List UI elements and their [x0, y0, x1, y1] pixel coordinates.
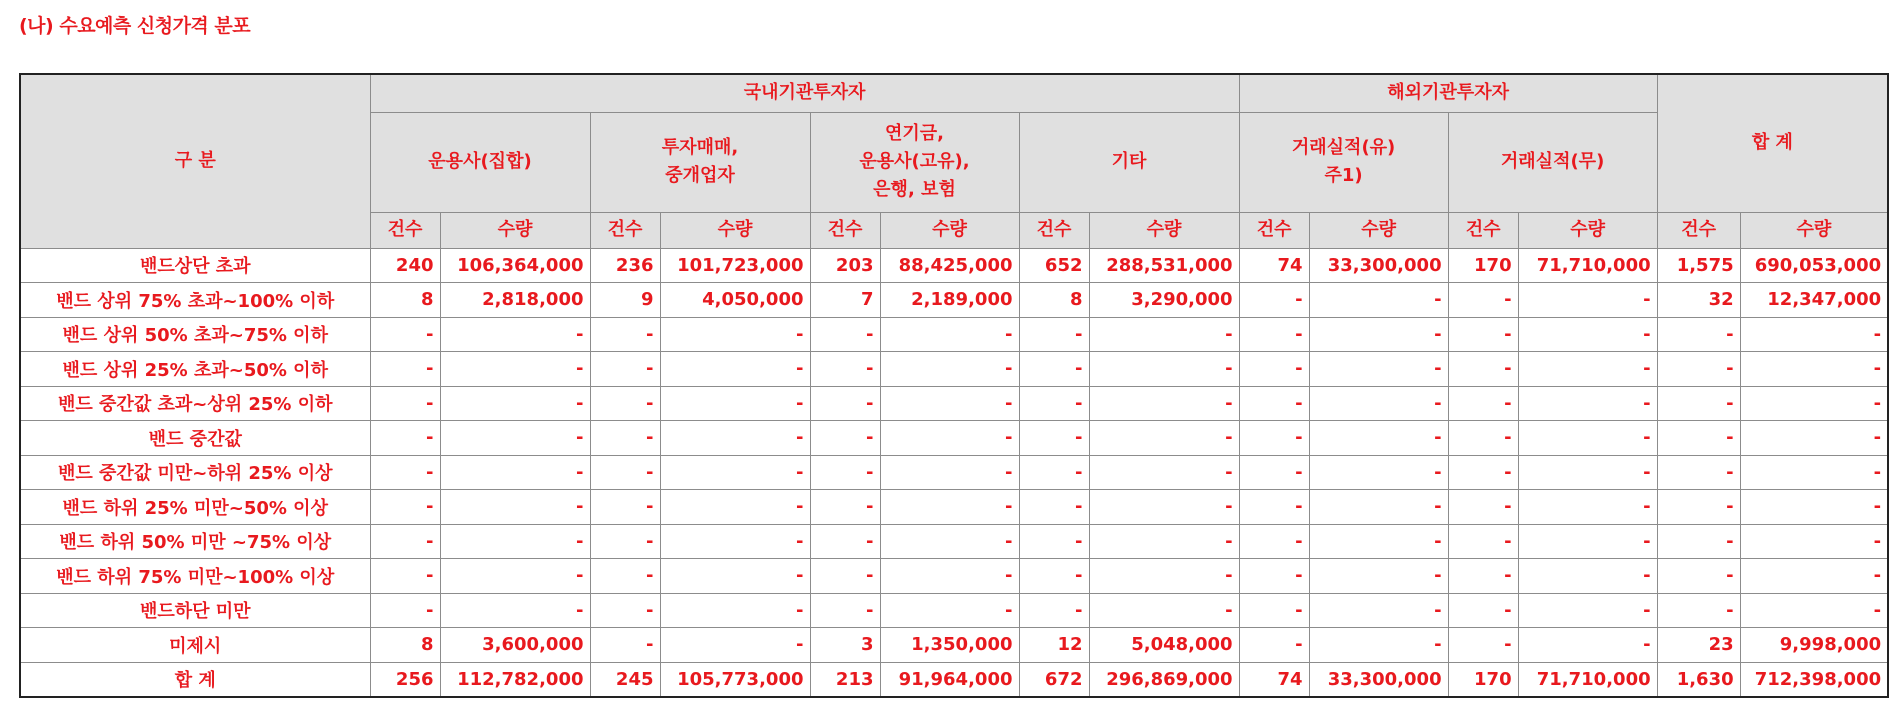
quantity-cell: - [660, 524, 810, 559]
quantity-cell: - [1309, 455, 1448, 490]
header-count: 건수 [590, 212, 660, 248]
count-cell: - [1448, 490, 1518, 525]
quantity-cell: 690,053,000 [1740, 248, 1888, 283]
quantity-cell: - [1518, 386, 1657, 421]
quantity-cell: - [1089, 455, 1239, 490]
quantity-cell: 296,869,000 [1089, 662, 1239, 697]
quantity-cell: - [440, 352, 590, 387]
header-quantity: 수량 [880, 212, 1019, 248]
count-cell: - [1239, 628, 1309, 663]
count-cell: 3 [810, 628, 880, 663]
quantity-cell: 4,050,000 [660, 283, 810, 318]
count-cell: - [1019, 593, 1089, 628]
quantity-cell: 71,710,000 [1518, 248, 1657, 283]
table-row [20, 455, 1888, 490]
quantity-cell: - [1309, 352, 1448, 387]
row-label: 밴드하단 미만 [20, 593, 370, 628]
count-cell: - [370, 352, 440, 387]
quantity-cell: - [1740, 559, 1888, 594]
quantity-cell: - [660, 352, 810, 387]
count-cell: - [810, 352, 880, 387]
quantity-cell: - [1740, 352, 1888, 387]
header-group-line: 중개업자 [665, 165, 735, 186]
quantity-cell: - [1309, 524, 1448, 559]
quantity-cell: 712,398,000 [1740, 662, 1888, 697]
quantity-cell: 71,710,000 [1518, 662, 1657, 697]
quantity-cell: - [1309, 559, 1448, 594]
count-cell: - [1657, 490, 1740, 525]
header-group [1448, 112, 1657, 212]
row-label: 밴드 하위 25% 미만~50% 이상 [20, 490, 370, 525]
count-cell: - [1657, 352, 1740, 387]
quantity-cell: - [1518, 490, 1657, 525]
count-cell: - [810, 455, 880, 490]
header-count: 건수 [1448, 212, 1518, 248]
row-label: 밴드 중간값 미만~하위 25% 이상 [20, 455, 370, 490]
table-row [20, 352, 1888, 387]
row-label: 합 계 [20, 662, 370, 697]
quantity-cell: - [1089, 386, 1239, 421]
quantity-cell: - [880, 455, 1019, 490]
quantity-cell: 288,531,000 [1089, 248, 1239, 283]
header-category: 구 분 [20, 74, 370, 248]
count-cell: - [1019, 386, 1089, 421]
table-row [20, 559, 1888, 594]
count-cell: 12 [1019, 628, 1089, 663]
quantity-cell: 91,964,000 [880, 662, 1019, 697]
count-cell: 74 [1239, 662, 1309, 697]
quantity-cell: 2,818,000 [440, 283, 590, 318]
count-cell: - [590, 352, 660, 387]
quantity-cell: - [1518, 524, 1657, 559]
count-cell: 213 [810, 662, 880, 697]
count-cell: - [370, 317, 440, 352]
count-cell: - [590, 593, 660, 628]
count-cell: - [1448, 386, 1518, 421]
quantity-cell: - [880, 524, 1019, 559]
table-row [20, 248, 1888, 283]
quantity-cell: - [1740, 386, 1888, 421]
count-cell: - [1657, 524, 1740, 559]
quantity-cell: 101,723,000 [660, 248, 810, 283]
quantity-cell: - [660, 559, 810, 594]
count-cell: - [1448, 421, 1518, 456]
quantity-cell: 3,600,000 [440, 628, 590, 663]
count-cell: 23 [1657, 628, 1740, 663]
count-cell: - [1239, 559, 1309, 594]
quantity-cell: - [660, 386, 810, 421]
header-quantity: 수량 [1089, 212, 1239, 248]
count-cell: - [1657, 386, 1740, 421]
quantity-cell: - [1309, 283, 1448, 318]
quantity-cell: 3,290,000 [1089, 283, 1239, 318]
quantity-cell: - [1309, 593, 1448, 628]
header-group [810, 112, 1019, 212]
quantity-cell: - [1740, 490, 1888, 525]
count-cell: - [590, 628, 660, 663]
quantity-cell: - [660, 593, 810, 628]
count-cell: - [590, 455, 660, 490]
header-group-line: 운용사(고유), [859, 151, 970, 172]
count-cell: - [810, 317, 880, 352]
header-total: 합 계 [1657, 74, 1888, 212]
quantity-cell: - [880, 421, 1019, 456]
table-row [20, 421, 1888, 456]
quantity-cell: - [440, 593, 590, 628]
quantity-cell: 88,425,000 [880, 248, 1019, 283]
count-cell: 1,630 [1657, 662, 1740, 697]
count-cell: - [1448, 524, 1518, 559]
header-group [1239, 112, 1448, 212]
quantity-cell: - [440, 317, 590, 352]
quantity-cell: - [880, 593, 1019, 628]
quantity-cell: 33,300,000 [1309, 662, 1448, 697]
count-cell: - [1019, 455, 1089, 490]
count-cell: - [370, 593, 440, 628]
count-cell: - [1239, 421, 1309, 456]
count-cell: 74 [1239, 248, 1309, 283]
table-row [20, 317, 1888, 352]
count-cell: - [1239, 386, 1309, 421]
quantity-cell: - [1518, 317, 1657, 352]
quantity-cell: 106,364,000 [440, 248, 590, 283]
quantity-cell: - [1518, 352, 1657, 387]
quantity-cell: - [1740, 421, 1888, 456]
count-cell: - [1019, 559, 1089, 594]
count-cell: - [1657, 421, 1740, 456]
count-cell: 256 [370, 662, 440, 697]
quantity-cell: - [660, 317, 810, 352]
count-cell: - [1448, 628, 1518, 663]
header-group-line: 주1) [1324, 165, 1363, 186]
header-group-line: 운용사(집합) [428, 151, 532, 172]
header-count: 건수 [810, 212, 880, 248]
count-cell: 236 [590, 248, 660, 283]
quantity-cell: - [660, 490, 810, 525]
header-count: 건수 [370, 212, 440, 248]
count-cell: - [1239, 593, 1309, 628]
header-count: 건수 [1239, 212, 1309, 248]
count-cell: 8 [370, 628, 440, 663]
count-cell: - [810, 593, 880, 628]
quantity-cell: - [880, 386, 1019, 421]
count-cell: - [1239, 352, 1309, 387]
count-cell: - [370, 421, 440, 456]
quantity-cell: - [1740, 524, 1888, 559]
quantity-cell: - [1518, 559, 1657, 594]
count-cell: - [810, 524, 880, 559]
quantity-cell: 5,048,000 [1089, 628, 1239, 663]
count-cell: - [810, 421, 880, 456]
quantity-cell: - [1740, 593, 1888, 628]
quantity-cell: - [440, 421, 590, 456]
quantity-cell: - [1089, 593, 1239, 628]
row-label: 밴드 중간값 [20, 421, 370, 456]
count-cell: - [590, 317, 660, 352]
quantity-cell: - [1089, 352, 1239, 387]
quantity-cell: - [1309, 628, 1448, 663]
count-cell: - [1239, 283, 1309, 318]
count-cell: 32 [1657, 283, 1740, 318]
row-label: 밴드 상위 25% 초과~50% 이하 [20, 352, 370, 387]
quantity-cell: - [1518, 421, 1657, 456]
quantity-cell: - [1518, 593, 1657, 628]
count-cell: - [370, 490, 440, 525]
quantity-cell: - [1309, 421, 1448, 456]
quantity-cell: - [1740, 455, 1888, 490]
quantity-cell: - [660, 628, 810, 663]
table-row [20, 283, 1888, 318]
quantity-cell: - [1518, 628, 1657, 663]
count-cell: - [1019, 317, 1089, 352]
quantity-cell: - [1740, 317, 1888, 352]
header-quantity: 수량 [1309, 212, 1448, 248]
count-cell: - [1019, 421, 1089, 456]
count-cell: - [1448, 283, 1518, 318]
count-cell: - [370, 455, 440, 490]
row-label: 미제시 [20, 628, 370, 663]
count-cell: 245 [590, 662, 660, 697]
count-cell: - [1019, 352, 1089, 387]
count-cell: - [810, 386, 880, 421]
count-cell: - [590, 386, 660, 421]
header-group [590, 112, 810, 212]
header-foreign: 해외기관투자자 [1239, 74, 1657, 112]
table-row [20, 386, 1888, 421]
quantity-cell: - [660, 455, 810, 490]
count-cell: 170 [1448, 248, 1518, 283]
count-cell: - [370, 524, 440, 559]
count-cell: - [590, 524, 660, 559]
count-cell: - [1657, 317, 1740, 352]
header-group [370, 112, 590, 212]
header-count: 건수 [1019, 212, 1089, 248]
quantity-cell: - [1089, 421, 1239, 456]
quantity-cell: - [440, 386, 590, 421]
count-cell: - [590, 490, 660, 525]
count-cell: 170 [1448, 662, 1518, 697]
count-cell: - [810, 559, 880, 594]
count-cell: - [590, 559, 660, 594]
quantity-cell: - [440, 490, 590, 525]
count-cell: 1,575 [1657, 248, 1740, 283]
row-label: 밴드 중간값 초과~상위 25% 이하 [20, 386, 370, 421]
row-label: 밴드 상위 75% 초과~100% 이하 [20, 283, 370, 318]
header-quantity: 수량 [1740, 212, 1888, 248]
count-cell: - [1448, 352, 1518, 387]
quantity-cell: - [1089, 490, 1239, 525]
quantity-cell: 2,189,000 [880, 283, 1019, 318]
count-cell: - [1657, 593, 1740, 628]
quantity-cell: 112,782,000 [440, 662, 590, 697]
quantity-cell: 1,350,000 [880, 628, 1019, 663]
quantity-cell: 12,347,000 [1740, 283, 1888, 318]
quantity-cell: - [1309, 317, 1448, 352]
row-label: 밴드 상위 50% 초과~75% 이하 [20, 317, 370, 352]
header-quantity: 수량 [440, 212, 590, 248]
count-cell: 672 [1019, 662, 1089, 697]
quantity-cell: - [1089, 317, 1239, 352]
count-cell: - [1239, 455, 1309, 490]
count-cell: - [1448, 455, 1518, 490]
quantity-cell: - [1089, 524, 1239, 559]
count-cell: 652 [1019, 248, 1089, 283]
header-group-line: 연기금, [884, 123, 944, 144]
row-label: 밴드 하위 75% 미만~100% 이상 [20, 559, 370, 594]
header-count: 건수 [1657, 212, 1740, 248]
quantity-cell: - [660, 421, 810, 456]
header-group-line: 기타 [1111, 151, 1147, 172]
header-quantity: 수량 [1518, 212, 1657, 248]
count-cell: - [1239, 490, 1309, 525]
quantity-cell: - [440, 559, 590, 594]
quantity-cell: 105,773,000 [660, 662, 810, 697]
quantity-cell: 33,300,000 [1309, 248, 1448, 283]
count-cell: 240 [370, 248, 440, 283]
quantity-cell: - [440, 524, 590, 559]
table-row [20, 628, 1888, 663]
count-cell: 8 [1019, 283, 1089, 318]
quantity-cell: - [1309, 490, 1448, 525]
count-cell: 9 [590, 283, 660, 318]
count-cell: - [1239, 524, 1309, 559]
quantity-cell: 9,998,000 [1740, 628, 1888, 663]
header-group-line: 투자매매, [661, 137, 739, 158]
count-cell: - [1657, 559, 1740, 594]
quantity-cell: - [880, 559, 1019, 594]
table-row [20, 524, 1888, 559]
quantity-cell: - [1518, 455, 1657, 490]
count-cell: - [1019, 490, 1089, 525]
table-row [20, 662, 1888, 697]
row-label: 밴드 하위 50% 미만 ~75% 이상 [20, 524, 370, 559]
quantity-cell: - [880, 490, 1019, 525]
header-group-line: 은행, 보험 [873, 179, 956, 200]
header-domestic: 국내기관투자자 [370, 74, 1239, 112]
quantity-cell: - [1309, 386, 1448, 421]
demand-forecast-price-table [19, 73, 1889, 698]
count-cell: - [1019, 524, 1089, 559]
count-cell: - [590, 421, 660, 456]
count-cell: - [370, 386, 440, 421]
count-cell: 203 [810, 248, 880, 283]
count-cell: - [1657, 455, 1740, 490]
count-cell: - [810, 490, 880, 525]
count-cell: - [370, 559, 440, 594]
header-group-line: 거래실적(유) [1291, 137, 1396, 158]
quantity-cell: - [1089, 559, 1239, 594]
header-quantity: 수량 [660, 212, 810, 248]
quantity-cell: - [880, 317, 1019, 352]
count-cell: - [1239, 317, 1309, 352]
count-cell: - [1448, 559, 1518, 594]
count-cell: 7 [810, 283, 880, 318]
page-title: (나) 수요예측 신청가격 분포 [19, 15, 251, 37]
quantity-cell: - [880, 352, 1019, 387]
quantity-cell: - [1518, 283, 1657, 318]
count-cell: 8 [370, 283, 440, 318]
count-cell: - [1448, 593, 1518, 628]
table-row [20, 593, 1888, 628]
table-row [20, 490, 1888, 525]
row-label: 밴드상단 초과 [20, 248, 370, 283]
count-cell: - [1448, 317, 1518, 352]
quantity-cell: - [440, 455, 590, 490]
header-group [1019, 112, 1239, 212]
header-group-line: 거래실적(무) [1500, 151, 1605, 172]
